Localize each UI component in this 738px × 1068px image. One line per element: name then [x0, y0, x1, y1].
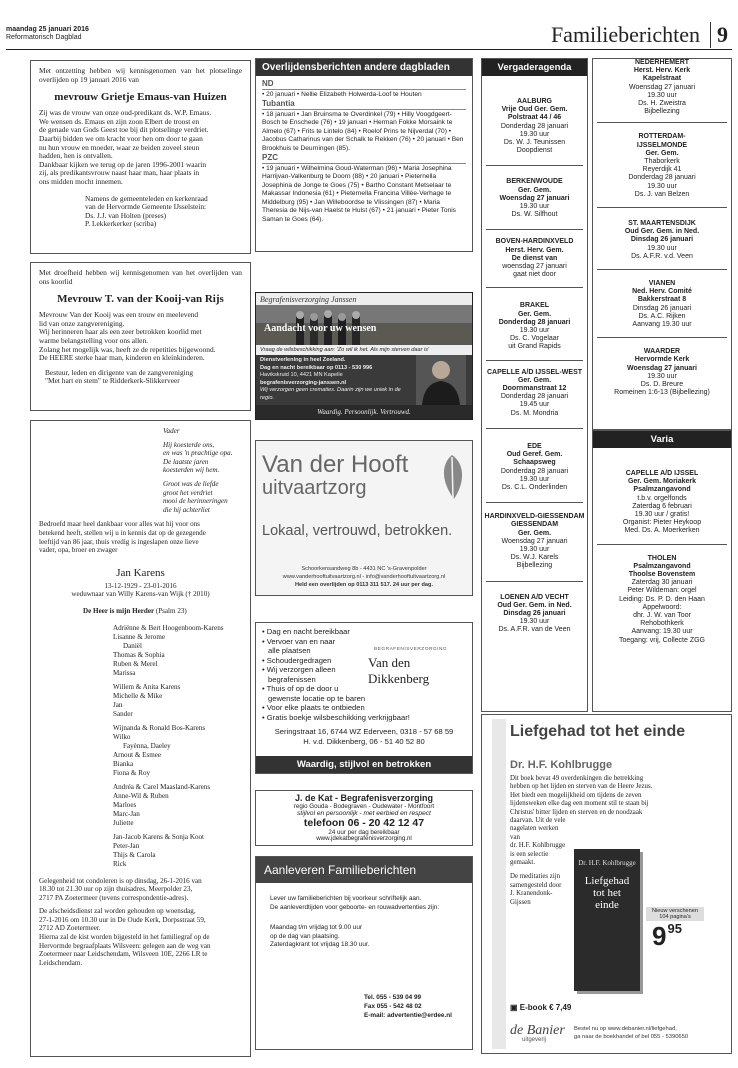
price: 9 [652, 921, 667, 951]
book-cover: Dr. H.F. Kohlbrugge Liefgehad tot het einde [574, 849, 640, 991]
service-item: CAPELLE A/D IJSSEL Ger. Gem. Moriakerk Psalmzangavond t.b.v. orgelfonds Zaterdag 6 februari 19.30 uur / gratis! Organist: Pieter Heykoop Med. Ds. A. Moerkerken [622, 470, 702, 535]
vergaderagenda [481, 58, 588, 712]
masthead-date: maandag 25 januari 2016 Reformatorisch Dagblad [6, 26, 89, 41]
section-title: Familieberichten [550, 22, 700, 47]
service-item: ST. MAARTENSDIJK Oud Ger. Gem. in Ned. Dinsdag 26 januari 19.30 uur Ds. A.F.R. v.d. Veen [624, 220, 700, 260]
service-item: LOENEN A/D VECHT Oud Ger. Gem. in Ned. Dinsdag 26 januari 19.30 uur Ds. A.F.R. van de Veen [497, 593, 572, 634]
obituary-karens: Vader Hij koesterde ons, en was 'n prachtige opa. De laatste jaren koesterden wij hem. Groot was de liefde groot het verdriet mooi de herinneringen die hij achterliet Bedroefd maar heel dankbaar voor alles wat hij voor ons betekend heeft, stellen wij u in kennis dat op de gezegende leeftijd van 86 jaar, thuis vredig is ingeslapen onze lieve vader, opa, broer en zwager Jan Karens 13-12-1929 - 23-01-2016 weduwnaar van Willy Karens-van Wijk († 2010) De Heer is mijn Herder (Psalm 23) Adriënne & Bert Hoogenboom-Karens Lisanne & Jerome Daniël Thomas & Sophia Ruben & Merel Marissa Willem & Anita Karens Michelle & Mike Jan Sander Wijnanda & Ronald Bos-Karens Wilko Fayènna, Daeley Arnout & Esmee Bianka Fiona & Roy Andréa & Carel Maasland-Karens Anne-Wil & Ruben Marloes Marc-Jan Juliette Jan-Jacob Karens & Sonja Koot Peter-Jan Thijs & Carola Rick Gelegenheid tot condoleren is op dinsdag, 26-1-2016 van 18.30 tot 21.30 uur op zijn thuisadres, Meerpolder 23, 2717 PA Zoetermeer (tevens correspondentie-adres). De afscheidsdienst zal worden gehouden op woensdag, 27-1-2016 om 10.30 uur in De Oude Kerk, Dorpsstraat 59, 2712 AD Zoetermeer. Hierna zal de kist worden bijgesteld in het familiegraf op de Hervormde begraafplaats Wilsveen: gelegen aan de weg van Zoetermeer naar Leidschendam, Wilsveen 10E, 2266 LR te Leidschendam. [30, 420, 251, 1057]
service-item: THOLEN Psalmzangavond Thoolse Bovenstem Zaterdag 30 januari Peter Wildeman: orgel Leiding: Ds. P. D. den Haan Appelwoord: dhr. J. W. van Toor Rehobothkerk Aanvang: 19.30 uur Toegang: vrij, Collecte ZGG [619, 554, 705, 644]
varia-title: Varia [593, 431, 731, 448]
vergaderagenda-title: Vergaderagenda [482, 59, 587, 76]
book-title: Liefgehad tot het einde [510, 723, 686, 740]
service-item: AALBURG Vrije Oud Ger. Gem. Polstraat 44 / 46 Donderdag 28 januari 19.30 uur Ds. W. J. Teunissen Doopdienst [500, 98, 569, 155]
other-papers-title: Overlijdensberichten andere dagbladen [256, 59, 472, 76]
page-number: 9 [710, 22, 728, 48]
service-item: BERKENWOUDE Ger. Gem. Woensdag 27 januari 19.30 uur Ds. W. Silfhout [499, 178, 570, 219]
deceased-name: Mevrouw T. van der Kooij-van Rijs [57, 293, 224, 306]
service-item: CAPELLE A/D IJSSEL-WEST Ger. Gem. Doornmanstraat 12 Donderdag 28 januari 19.45 uur Ds. M. Mondria [486, 368, 583, 417]
ad-janssen: Begrafenisverzorging Janssen Aandacht voor uw wensen Vraag de wilsbeschikking aan: 'Zo wil ik het. Als mijn sterven daar is' Dienstverlening in heel Zeeland. Dag en nacht bereikbaar op 0113 - 530 996 Havikskruid 10, 4421 MN Kapelle begrafenisverzorging-janssen.nl Wij verzorgen geen crematies. Daarin zijn we uniek in de regio. Waardig. Persoonlijk. Vertrouwd. [255, 292, 473, 420]
services-column [592, 58, 732, 430]
leaf-icon [436, 453, 468, 501]
announcement-vanderkooij: Met droefheid hebben wij kennisgenomen van het overlijden van ons koorlid Mevrouw T. van der Kooij-van Rijs Mevrouw Van der Kooij was een trouw en meelevend lid van onze zangvereniging. Wij herinneren haar als een zeer betrokken koorlid met warme belangstelling voor ons allen. Zolang het mogelijk was, heeft ze de repetities bijgewoond. De HEERE sterke haar man, kinderen en kleinkinderen. Bestuur, leden en dirigente van de zangvereniging "Met hart en stem" te Ridderkerk-Slikkerveer [30, 262, 251, 411]
service-item: HARDINXVELD-GIESSENDAM GIESSENDAM Ger. Gem. Woensdag 27 januari 19.30 uur Ds. W.J. Karels Bijbellezing [484, 513, 585, 570]
service-item: WAARDER Hervormde Kerk Woensdag 27 januari 19.30 uur Ds. D. Breure Romeinen 1:6-13 (Bijbellezing) [614, 348, 710, 397]
service-item: BRAKEL Ger. Gem. Donderdag 28 januari 19.30 uur Ds. C. Vogelaar uit Grand Rapids [498, 302, 571, 351]
aanleveren-box: Aanleveren Familieberichten Lever uw familieberichten bij voorkeur schriftelijk aan. De aanleverdtijden voor geboorte- en rouwadvertenties zijn: Maandag t/m vrijdag tot 9.00 uur op de dag van plaatsing. Zaterdagkrant tot vrijdag 18.30 uur. Tel. 055 - 539 04 99 Fax 055 - 542 48 02 E-mail: advertentie@erdee.nl [255, 856, 473, 1050]
other-papers-box: Overlijdensberichten andere dagbladen ND • 20 januari • Nellie Elizabeth Holwerda-Loof te Houten Tubantia • 18 januari • Jan Bruinsma te Overdinkel (79) • Hilly Voogdgeert-Bosch te Enschede (76) • 19 januari • Herman Fokke Morsaink te Almelo (67) • Frits te Lintelo (84) • Roelof Prins te Nijverdal (70) • Jacobus Catharinus van der Schalk te Rekken (76) • 20 januari • Ben Brookhuis te Deurningen (85). PZC • 19 januari • Wilhelmina Goud-Waterman (96) • Maria Josephina Harrijvan-Valkenburg te Doorn (88) • 20 januari • Pieternella Josephina de Jonge te Goes (75) • Bartho Constant Metselaar te Makassar Indonesia (61) • Pieternella Francina Villée-Verhage te Middelburg (95) • Jan Willeboordse te Vlissingen (87) • Maria Theresia de Nijs-van Haelst te Hulst (67) • 21 januari • Pieter Tonis Saman te Goes (64). [255, 58, 473, 252]
masthead-rule [6, 49, 732, 50]
ad-dekat: J. de Kat - Begrafenisverzorging regio Gouda - Bodegraven - Oudewater - Montfoort stijlvol en persoonlijk - met eerbied en respect telefoon 06 - 20 42 12 47 24 uur per dag bereikbaar www.jdekatbegrafenisverzorging.nl [255, 790, 473, 846]
varia-box [592, 430, 732, 712]
publisher-logo: de Banier [510, 1023, 565, 1038]
service-item: NEDERHEMERT Herst. Herv. Kerk Kapelstraat Woensdag 27 januari 19.30 uur Ds. H. Zweistra Bijbellezing [628, 59, 696, 116]
ad-vanderhooft: Van der Hooft uitvaartzorg Lokaal, vertrouwd, betrokken. Schoorkensandweg 8b - 4431 NC 's-Gravenpolder www.vanderhooftuitvaartzorg.nl - info@vanderhooftuitvaartzorg.nl Held een overlijden op 0113 311 517. 24 uur per dag. [255, 440, 473, 596]
book-ad: Liefgehad tot het einde Dr. H.F. Kohlbrugge Dit boek bevat 49 overdenkingen die betrekking hebben op het lijden en sterven van de Heere Jezus. Het biedt een mogelijkheid om tijdens de zeven lijdensweken elke dag een moment stil te staan bij Christus' bitter lijden en sterven en de noodzaak daarvan. Uit de vele nagelaten werken van dr. H.F. Kohlbrugge is een selectie gemaakt. De meditaties zijn samengesteld door J. Kranendonk- Gijssen Dr. H.F. Kohlbrugge Liefgehad tot het einde Nieuw verschenen 104 pagina's $9^{95}$ ▣ E-book € 7,49 de Banier uitgeverij Bestel nu op www.debanier.nl/liefgehad, ga naar de boekhandel of bel 055 - 5390650 [481, 714, 732, 1054]
deceased-name: mevrouw Grietje Emaus-van Huizen [54, 91, 227, 104]
service-item: VIANEN Ned. Herv. Comité Bakkerstraat 8 Dinsdag 26 januari Ds. A.C. Rijken Aanvang 19.30 uur [632, 280, 692, 329]
announcement-emaus: Met ontzetting hebben wij kennisgenomen van het plotselinge overlijden op 19 januari 2016 van mevrouw Grietje Emaus-van Huizen Zij was de vrouw van onze oud-predikant ds. W.P. Emaus. We wensen ds. Emaus en zijn zoon Elbert de troost en de genade van Gods Geest toe bij dit plotselinge verdriet. Daarbij bidden we om kracht voor hen om door te gaan nu hun vrouw en moeder, waar ze beiden zoveel steun hadden, hen is ontvallen. Dankbaar kijken we terug op de jaren 1996-2001 waarin zij, als predikantsvrouw naast haar man, haar plaats in ons midden mocht innemen. Namens de gemeenteleden en kerkenraad van de Hervormde Gemeente IJsselstein: Ds. J.J. van Holten (preses) P. Lekkerkerker (scriba) [30, 60, 251, 254]
service-item: ROTTERDAM- IJSSELMONDE Ger. Gem. Thaborkerk Reyerdijk 41 Donderdag 28 januari 19.30 uur Ds. J. van Belzen [628, 133, 696, 198]
order-link[interactable]: Bestel nu op www.debanier.nl/liefgehad, [574, 1026, 677, 1032]
deceased-name: Jan Karens [116, 566, 165, 579]
ebook-icon: ▣ [510, 1003, 518, 1012]
service-item: EDE Oud Geref. Gem. Schaapsweg Donderdag 28 januari 19.30 uur Ds. C.L. Onderlinden [500, 442, 569, 491]
ad-dikkenberg: • Dag en nacht bereikbaar • Vervoer van en naar alle plaatsen • Schoudergedragen • Wij verzorgen alleen begrafenissen • Thuis of op de door u gewenste locatie op te baren • Voor elke plaats te ontbieden • Gratis boekje wilsbeschikking verkrijgbaar! BEGRAFENISVERZORGING Van den Dikkenberg Seringstraat 16, 6744 WZ Ederveen, 0318 - 57 68 59 H. v.d. Dikkenberg, 06 - 51 40 52 80 Waardig, stijlvol en betrokken [255, 622, 473, 774]
director-photo [416, 355, 466, 405]
service-item: BOVEN-HARDINXVELD Herst. Herv. Gem. De dienst van woensdag 27 januari gaat niet door [495, 238, 574, 279]
family-list: Adriënne & Bert Hoogenboom-Karens Lisanne & Jerome Daniël Thomas & Sophia Ruben & Merel Marissa Willem & Anita Karens Michelle & Mike Jan Sander Wijnanda & Ronald Bos-Karens Wilko Fayènna, Daeley Arnout & Esmee Bianka Fiona & Roy Andréa & Carel Maasland-Karens Anne-Wil & Ruben Marloes Marc-Jan Juliette Jan-Jacob Karens & Sonja Koot Peter-Jan Thijs & Carola Rick [113, 623, 224, 868]
